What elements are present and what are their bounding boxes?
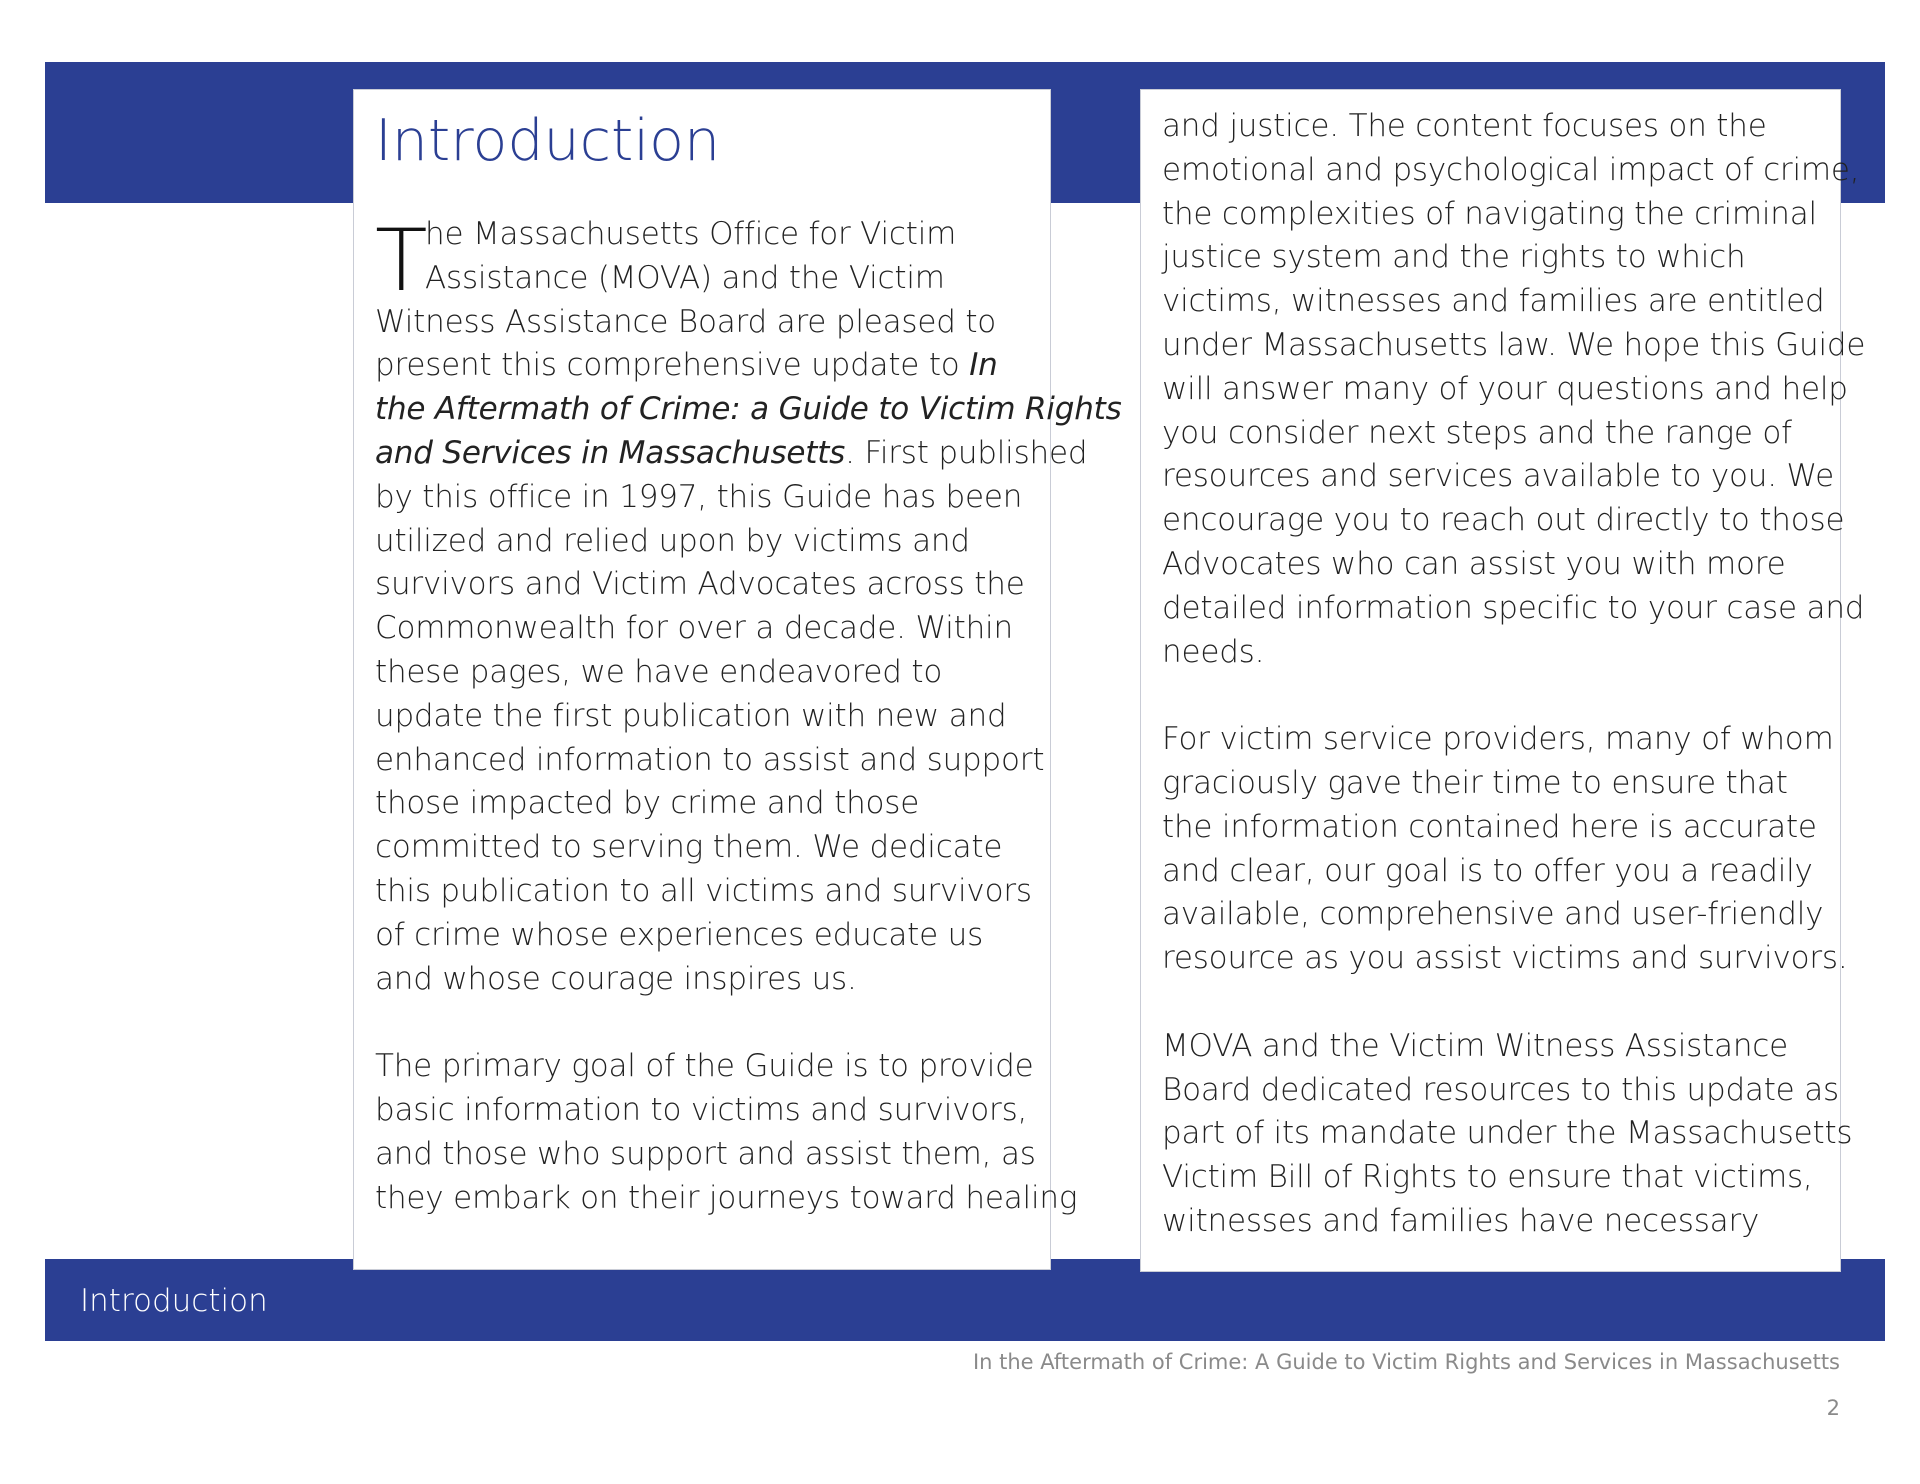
line-text: The primary goal of the Guide is to provide xyxy=(375,1048,1034,1085)
line-text: witnesses and families have necessary xyxy=(1162,1202,1760,1239)
line-text: Advocates who can assist you with more xyxy=(1162,545,1786,582)
text-line xyxy=(1162,631,1842,675)
line-text: those impacted by crime and those xyxy=(375,785,920,822)
line-text: survivors and Victim Advocates across the xyxy=(375,566,1025,603)
line-text: victims, witnesses and families are entitled xyxy=(1162,283,1825,320)
line-text: needs. xyxy=(1162,633,1265,670)
text-line xyxy=(1162,1200,1842,1244)
line-text: Witness Assistance Board are pleased to xyxy=(375,303,997,340)
text-line xyxy=(1162,105,1842,149)
text-line xyxy=(1162,762,1842,806)
paragraph-break xyxy=(1162,981,1842,1025)
line-text: For victim service providers, many of whom xyxy=(1162,721,1834,758)
line-text: and those who support and assist them, as xyxy=(375,1135,1036,1172)
line-text: this publication to all victims and survivors xyxy=(375,872,1032,909)
text-line xyxy=(1162,499,1845,543)
text-line xyxy=(1162,1112,1853,1156)
guide-title-italic: In xyxy=(969,347,998,384)
line-text: enhanced information to assist and support xyxy=(375,741,1045,778)
line-text: justice system and the rights to which xyxy=(1162,239,1746,276)
text-line xyxy=(375,958,1055,1002)
drop-cap: T xyxy=(375,211,428,311)
line-text: under Massachusetts law. We hope this Guide xyxy=(1162,326,1866,363)
text-line xyxy=(375,1045,1055,1089)
text-line xyxy=(375,563,1055,607)
right-column-text xyxy=(1162,105,1866,1244)
line-text: Victim Bill of Rights to ensure that victims, xyxy=(1162,1159,1813,1196)
paragraph-break xyxy=(1162,674,1842,718)
line-text: these pages, we have endeavored to xyxy=(375,653,943,690)
line-text: basic information to victims and survivors, xyxy=(375,1091,1028,1128)
text-line xyxy=(375,914,1055,958)
footer-title: In the Aftermath of Crime: A Guide to Victim Rights and Services in Massachusetts xyxy=(972,1350,1840,1374)
text-line xyxy=(1162,412,1842,456)
line-text: resource as you assist victims and survivors. xyxy=(1162,940,1848,977)
text-line xyxy=(375,695,1055,739)
text-line xyxy=(1162,236,1842,280)
line-text: encourage you to reach out directly to those xyxy=(1162,502,1845,539)
line-text: and clear, our goal is to offer you a readily xyxy=(1162,852,1813,889)
text-line xyxy=(375,432,1088,476)
text-line xyxy=(1162,193,1842,237)
line-text: detailed information specific to your case and xyxy=(1162,589,1865,626)
text-line xyxy=(375,301,1055,345)
line-text: and justice. The content focuses on the xyxy=(1162,108,1767,144)
text-line xyxy=(375,826,1055,870)
line-text: emotional and psychological impact of crime, xyxy=(1162,151,1860,188)
line-text: Assistance (MOVA) and the Victim xyxy=(425,259,945,296)
line-text: will answer many of your questions and help xyxy=(1162,370,1848,407)
line-text: Commonwealth for over a decade. Within xyxy=(375,610,1013,647)
line-text: committed to serving them. We dedicate xyxy=(375,829,1003,866)
line-text: present this comprehensive update to xyxy=(375,347,970,384)
text-line xyxy=(1162,893,1842,937)
text-line xyxy=(1162,149,1860,193)
text-line xyxy=(375,388,1122,432)
left-column xyxy=(353,89,1122,1270)
text-line xyxy=(1162,850,1842,894)
guide-title-italic: and Services in Massachusetts xyxy=(375,434,846,471)
line-text: they embark on their journeys toward healing xyxy=(375,1179,1078,1216)
text-line xyxy=(1162,937,1848,981)
paragraph-break xyxy=(375,1001,1055,1045)
text-line xyxy=(1162,455,1842,499)
page-title: Introduction xyxy=(375,108,721,174)
text-line xyxy=(375,520,1055,564)
text-line xyxy=(375,344,1055,388)
text-line xyxy=(375,1133,1055,1177)
line-text: by this office in 1997, this Guide has been xyxy=(375,478,1023,515)
line-text: . First published xyxy=(845,434,1088,471)
text-line xyxy=(375,476,1055,520)
line-text: utilized and relied upon by victims and xyxy=(375,522,970,559)
text-line xyxy=(375,213,1055,257)
right-column xyxy=(1140,89,1866,1272)
line-text: the information contained here is accurate xyxy=(1162,808,1817,845)
line-text: part of its mandate under the Massachusetts xyxy=(1162,1115,1853,1152)
text-line xyxy=(1162,1156,1842,1200)
text-line xyxy=(375,870,1055,914)
line-text: Board dedicated resources to this update as xyxy=(1162,1071,1839,1108)
text-line xyxy=(375,1177,1078,1221)
left-column-text xyxy=(375,211,1122,1220)
text-line xyxy=(1162,1025,1842,1069)
text-line xyxy=(375,1089,1055,1133)
line-text: graciously gave their time to ensure that xyxy=(1162,764,1788,801)
text-line xyxy=(375,782,1055,826)
guide-title-italic: the Aftermath of Crime: a Guide to Victim Rights xyxy=(375,391,1122,428)
line-text: the complexities of navigating the criminal xyxy=(1162,195,1817,232)
line-text: and whose courage inspires us. xyxy=(375,960,857,997)
line-text: resources and services available to you. We xyxy=(1162,458,1835,495)
text-line xyxy=(1162,280,1842,324)
line-text: he Massachusetts Office for Victim xyxy=(425,216,957,252)
text-line xyxy=(1162,718,1842,762)
text-line xyxy=(1162,368,1848,412)
text-line xyxy=(375,607,1055,651)
page-number: 2 xyxy=(1826,1396,1840,1420)
text-line xyxy=(1162,587,1865,631)
text-line xyxy=(1162,806,1842,850)
line-text: MOVA and the Victim Witness Assistance xyxy=(1162,1027,1788,1064)
text-line xyxy=(1162,543,1842,587)
text-line xyxy=(375,257,1055,301)
line-text: update the first publication with new and xyxy=(375,697,1007,734)
section-label: Introduction xyxy=(80,1283,268,1319)
text-line xyxy=(375,739,1055,783)
line-text: you consider next steps and the range of xyxy=(1162,414,1792,451)
line-text: available, comprehensive and user-friendly xyxy=(1162,896,1824,933)
line-text: of crime whose experiences educate us xyxy=(375,916,984,953)
text-line xyxy=(375,651,1055,695)
text-line xyxy=(1162,324,1866,368)
text-line xyxy=(1162,1069,1842,1113)
